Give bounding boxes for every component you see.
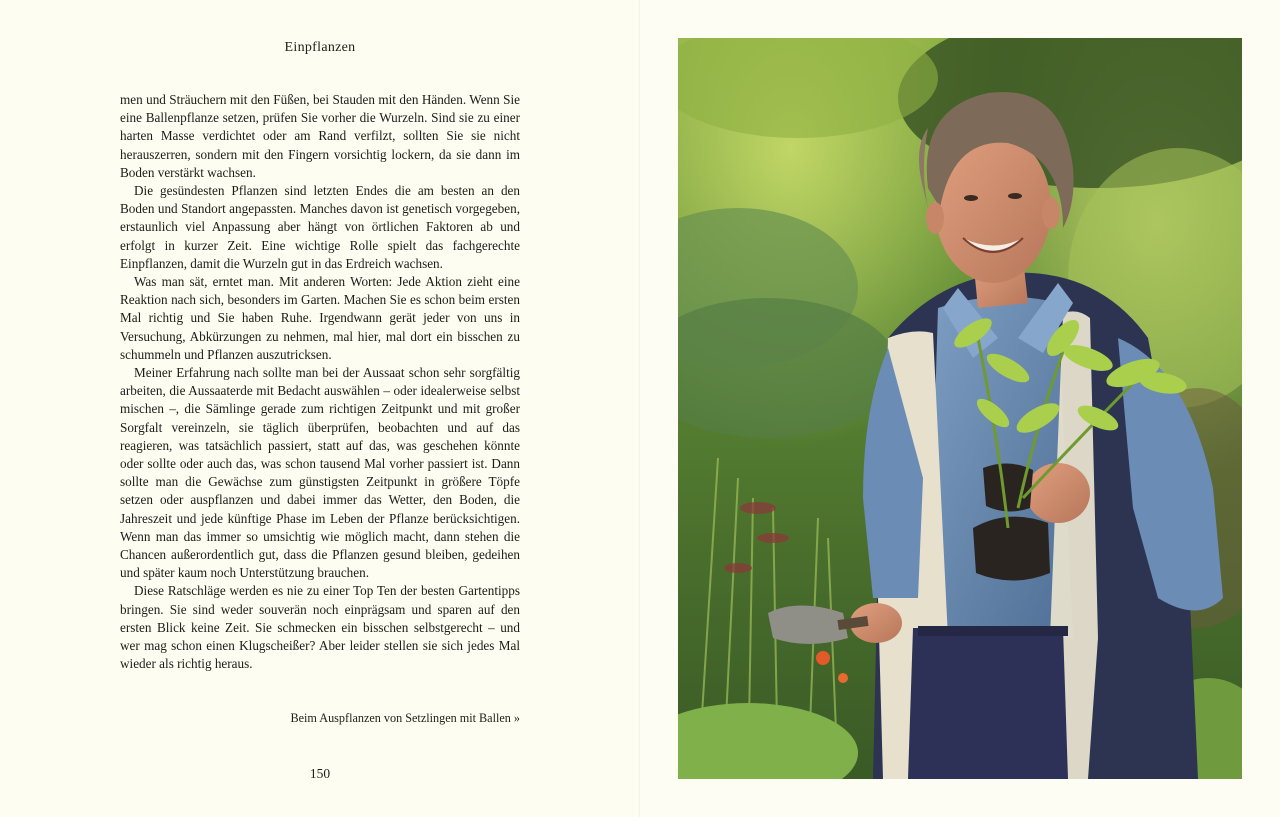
running-head: Einpflanzen [284,40,356,55]
paragraph-2: Die gesündesten Pflanzen sind letzten Endes die am besten an den Boden und Standort angepassten. Manches davon ist genetisch vorgegeben, erstaunlich viel Anpassung aber hängt von örtlichen Faktoren ab und erfolgt in kurzer Zeit. Eine wichtige Rolle spielt das fachgerechte Einpflanzen, damit die Wurzeln gut in das Erdreich wachsen. [120,183,520,271]
paragraph-5: Diese Ratschläge werden es nie zu einer Top Ten der besten Gartentipps bringen. Sie sind weder souverän noch einprägsam und sparen auf den ersten Blick keine Zeit. Sie schmecken ein bisschen selbstgerecht – und wer mag schon einen Klugscheißer? Aber leider stellen sie sich jedes Mal wieder als richtig heraus. [120,583,520,672]
page-number: 150 [309,766,331,781]
paragraph-1: men und Sträuchern mit den Füßen, bei Stauden mit den Händen. Wenn Sie eine Ballenpflanze setzen, prüfen Sie vorher die Wurzeln. Sind sie zu einer harten Masse verdichtet oder am Rand verfilzt, sollten Sie sie nicht herauszerren, sondern mit den Fingern vorsichtig lockern, da sie dann im Boden verstärkt wachsen. [120,92,520,180]
paragraph-3: Was man sät, erntet man. Mit anderen Worten: Jede Aktion zieht eine Reaktion nach sich, besonders im Garten. Machen Sie es schon beim ersten Mal richtig und Sie haben Ruhe. Irgendwann gerät jeder von uns in Versuchung, Abkürzungen zu nehmen, mal hier, mal dort ein bisschen zu schummeln und Pflanzen auszutricksen. [120,274,520,362]
body-text [120,91,520,674]
photo-caption: Beim Auspflanzen von Setzlingen mit Ballen » [290,711,520,725]
gardener-photo [678,38,1242,779]
paragraph-4: Meiner Erfahrung nach sollte man bei der Aussaat schon sehr sorgfältig arbeiten, die Aussaaterde mit Bedacht auswählen – oder idealerweise selbst mischen –, die Sämlinge gerade zum richtigen Zeitpunkt und mit großer Sorgfalt vereinzeln, sie täglich überprüfen, beobachten und auf das reagieren, was tatsächlich passiert, statt auf das, was geschehen könnte oder sollte oder auch das, was schon tausend Mal vorher passiert ist. Dann sollte man die Gewächse zum günstigsten Zeitpunkt in größere Töpfe setzen oder auspflanzen und dabei immer das Wetter, den Boden, die Jahreszeit und jede künftige Phase im Leben der Pflanze berücksichtigen. Wenn man das immer so umsichtig wie möglich macht, dann stehen die Chancen außerordentlich gut, dass die Pflanzen gesund bleiben, gedeihen und später kaum noch Unterstützung brauchen. [120,365,520,581]
